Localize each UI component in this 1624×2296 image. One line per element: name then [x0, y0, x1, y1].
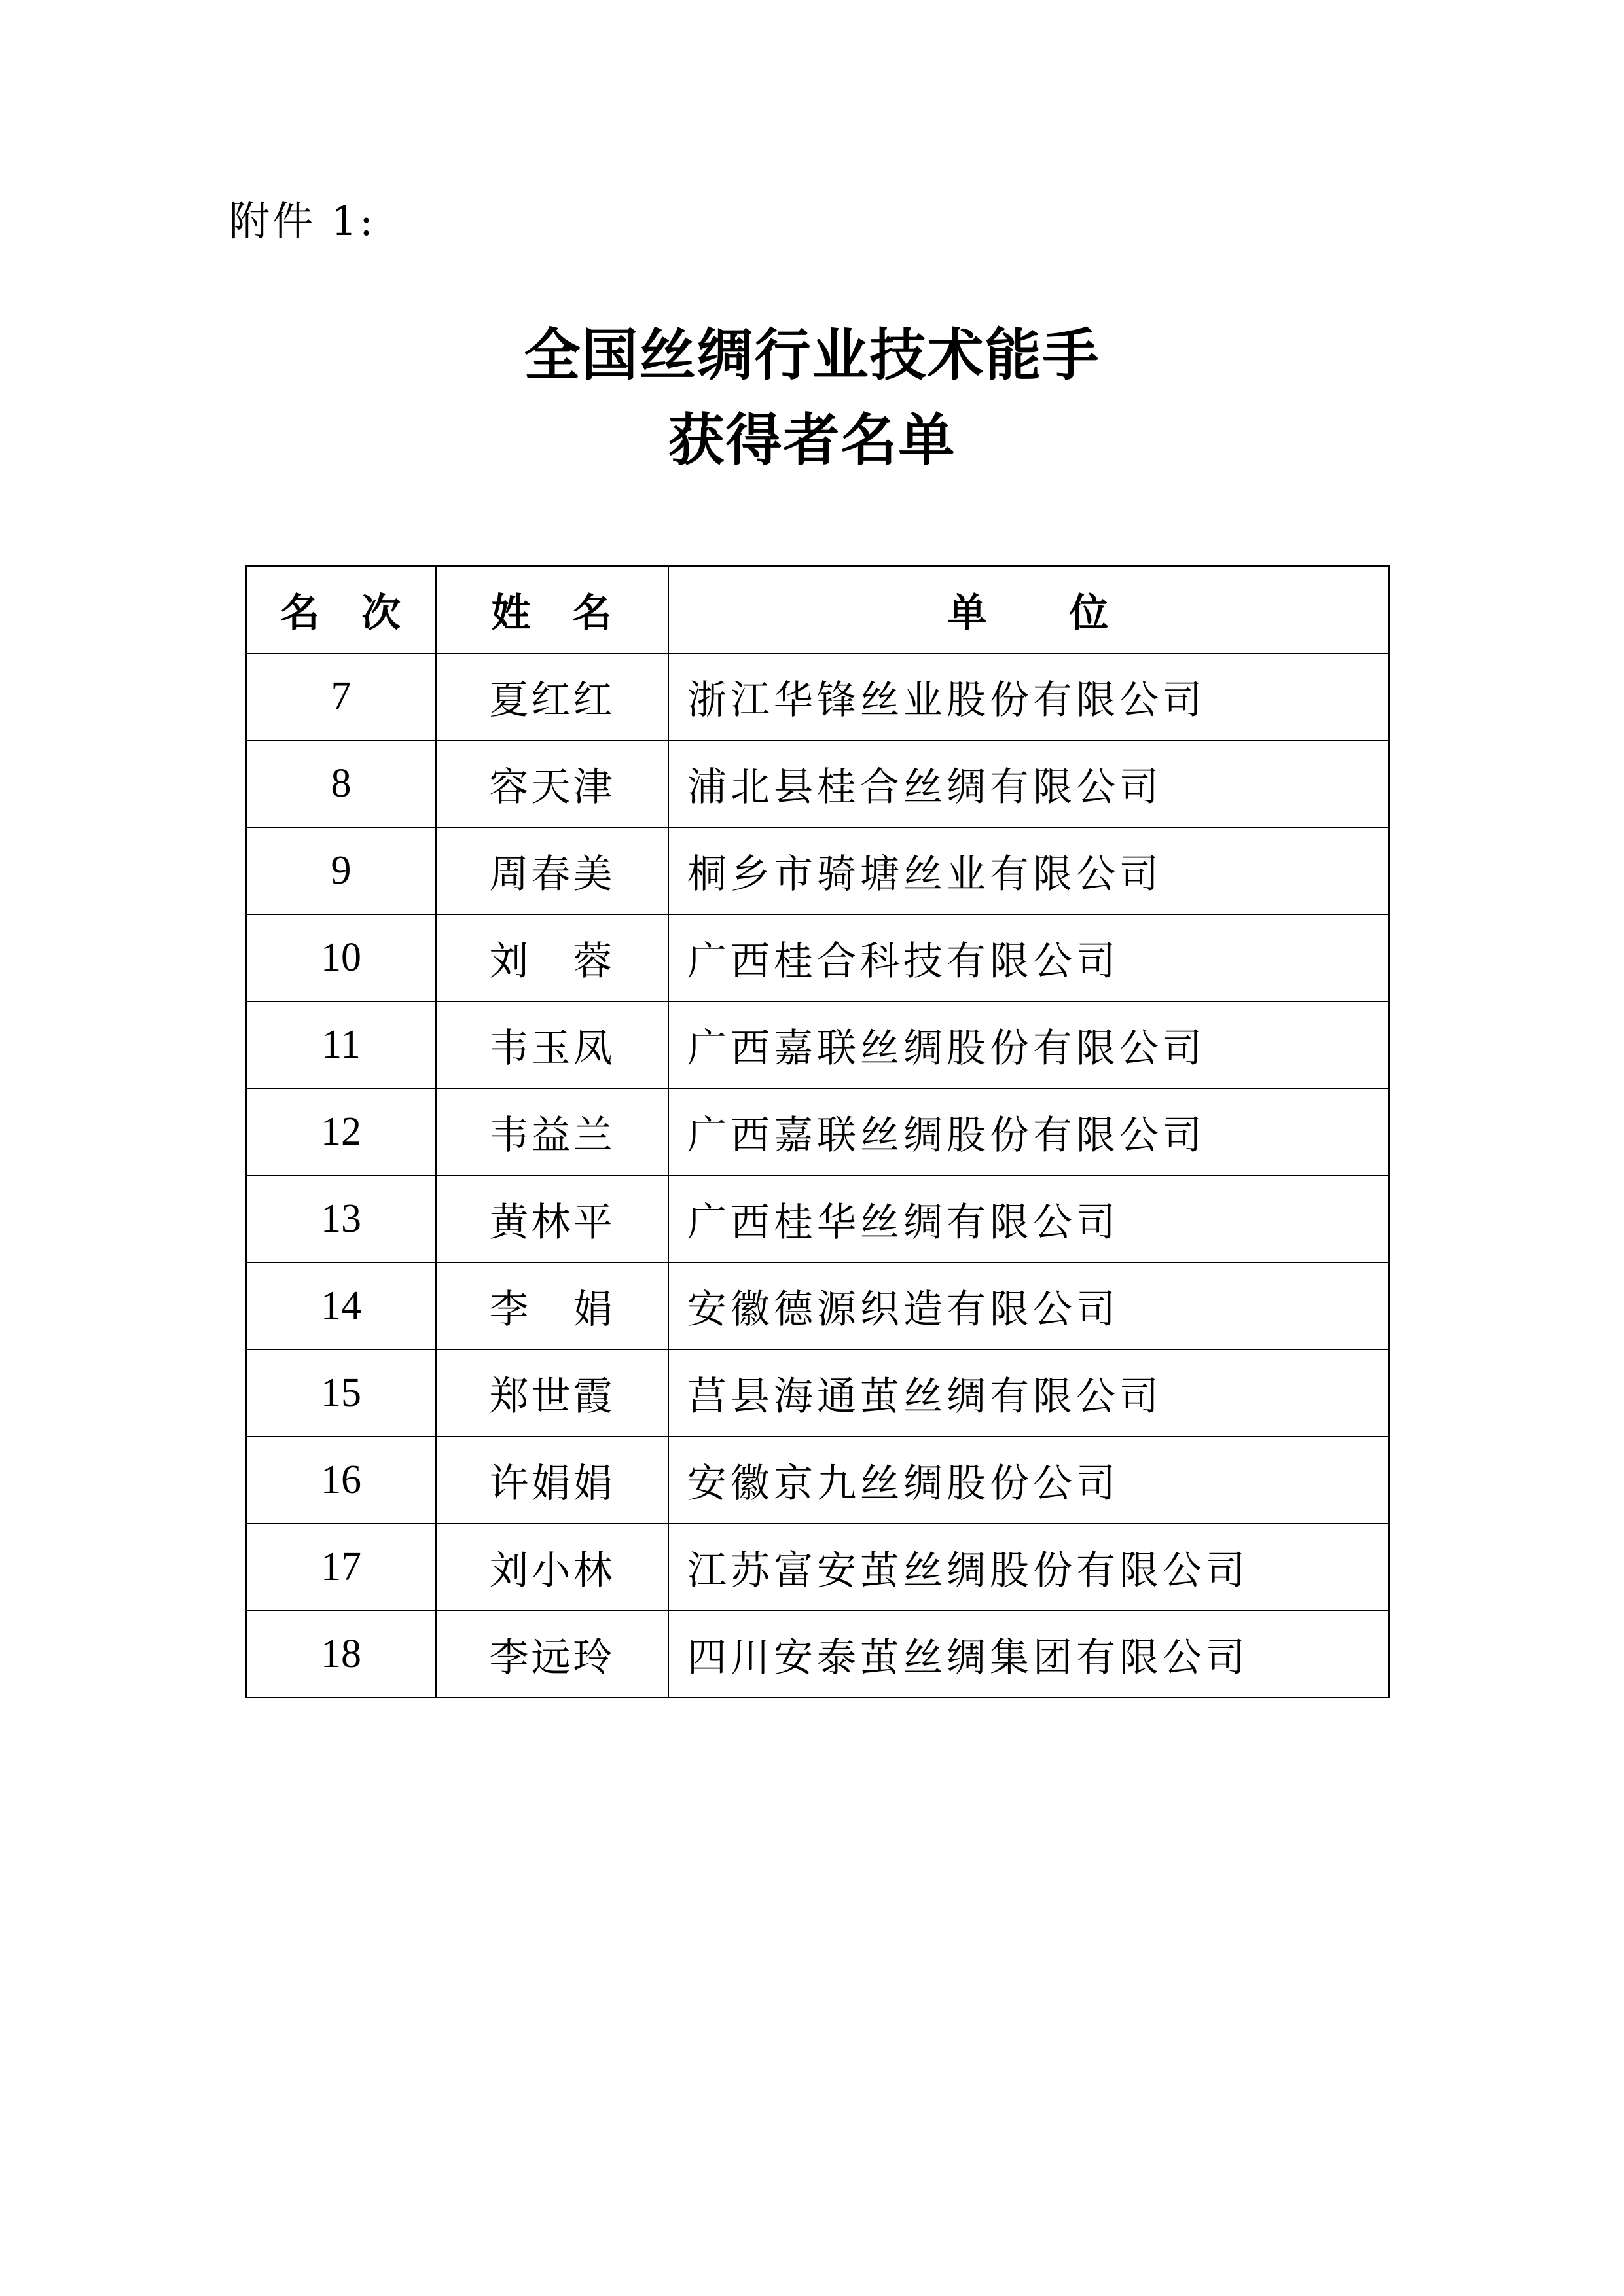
header-name: 姓 名	[436, 566, 668, 653]
name-cell: 许娟娟	[436, 1437, 668, 1524]
table-row	[246, 1524, 1389, 1611]
unit-cell: 广西桂华丝绸有限公司	[668, 1175, 1389, 1263]
table-row	[246, 1175, 1389, 1263]
table-row	[246, 914, 1389, 1001]
table-row	[246, 1001, 1389, 1088]
rank-cell: 16	[246, 1437, 436, 1524]
name-cell: 韦玉凤	[436, 1001, 668, 1088]
unit-cell: 江苏富安茧丝绸股份有限公司	[668, 1524, 1389, 1611]
rank-cell: 15	[246, 1350, 436, 1437]
winners-table	[245, 565, 1390, 1698]
table-body	[246, 653, 1389, 1698]
name-cell: 李远玲	[436, 1611, 668, 1698]
unit-cell: 广西嘉联丝绸股份有限公司	[668, 1001, 1389, 1088]
page-title-line-2: 获得者名单	[668, 408, 956, 473]
header-rank: 名 次	[246, 566, 436, 653]
table-row	[246, 1437, 1389, 1524]
table-header	[246, 566, 1389, 653]
table-row	[246, 1350, 1389, 1437]
name-cell: 容天津	[436, 740, 668, 827]
name-cell: 刘小林	[436, 1524, 668, 1611]
table-row	[246, 1611, 1389, 1698]
name-cell: 韦益兰	[436, 1088, 668, 1175]
attachment-label: 附件 1:	[229, 197, 376, 245]
name-cell: 刘 蓉	[436, 914, 668, 1001]
table-row	[246, 1088, 1389, 1175]
unit-cell: 安徽京九丝绸股份公司	[668, 1437, 1389, 1524]
table-row	[246, 653, 1389, 740]
rank-cell: 12	[246, 1088, 436, 1175]
rank-cell: 17	[246, 1524, 436, 1611]
table-row	[246, 827, 1389, 914]
rank-cell: 13	[246, 1175, 436, 1263]
rank-cell: 10	[246, 914, 436, 1001]
table-row	[246, 1263, 1389, 1350]
name-cell: 夏红红	[436, 653, 668, 740]
header-row	[246, 566, 1389, 653]
name-cell: 郑世霞	[436, 1350, 668, 1437]
rank-cell: 8	[246, 740, 436, 827]
unit-cell: 浦北县桂合丝绸有限公司	[668, 740, 1389, 827]
unit-cell: 广西嘉联丝绸股份有限公司	[668, 1088, 1389, 1175]
unit-cell: 安徽德源织造有限公司	[668, 1263, 1389, 1350]
rank-cell: 9	[246, 827, 436, 914]
unit-cell: 桐乡市骑塘丝业有限公司	[668, 827, 1389, 914]
name-cell: 黄林平	[436, 1175, 668, 1263]
header-unit: 单 位	[668, 566, 1389, 653]
name-cell: 周春美	[436, 827, 668, 914]
unit-cell: 广西桂合科技有限公司	[668, 914, 1389, 1001]
unit-cell: 浙江华锋丝业股份有限公司	[668, 653, 1389, 740]
rank-cell: 7	[246, 653, 436, 740]
unit-cell: 四川安泰茧丝绸集团有限公司	[668, 1611, 1389, 1698]
page-title-line-1: 全国丝绸行业技术能手	[524, 323, 1100, 388]
rank-cell: 14	[246, 1263, 436, 1350]
table-row	[246, 740, 1389, 827]
name-cell: 李 娟	[436, 1263, 668, 1350]
unit-cell: 莒县海通茧丝绸有限公司	[668, 1350, 1389, 1437]
rank-cell: 11	[246, 1001, 436, 1088]
rank-cell: 18	[246, 1611, 436, 1698]
